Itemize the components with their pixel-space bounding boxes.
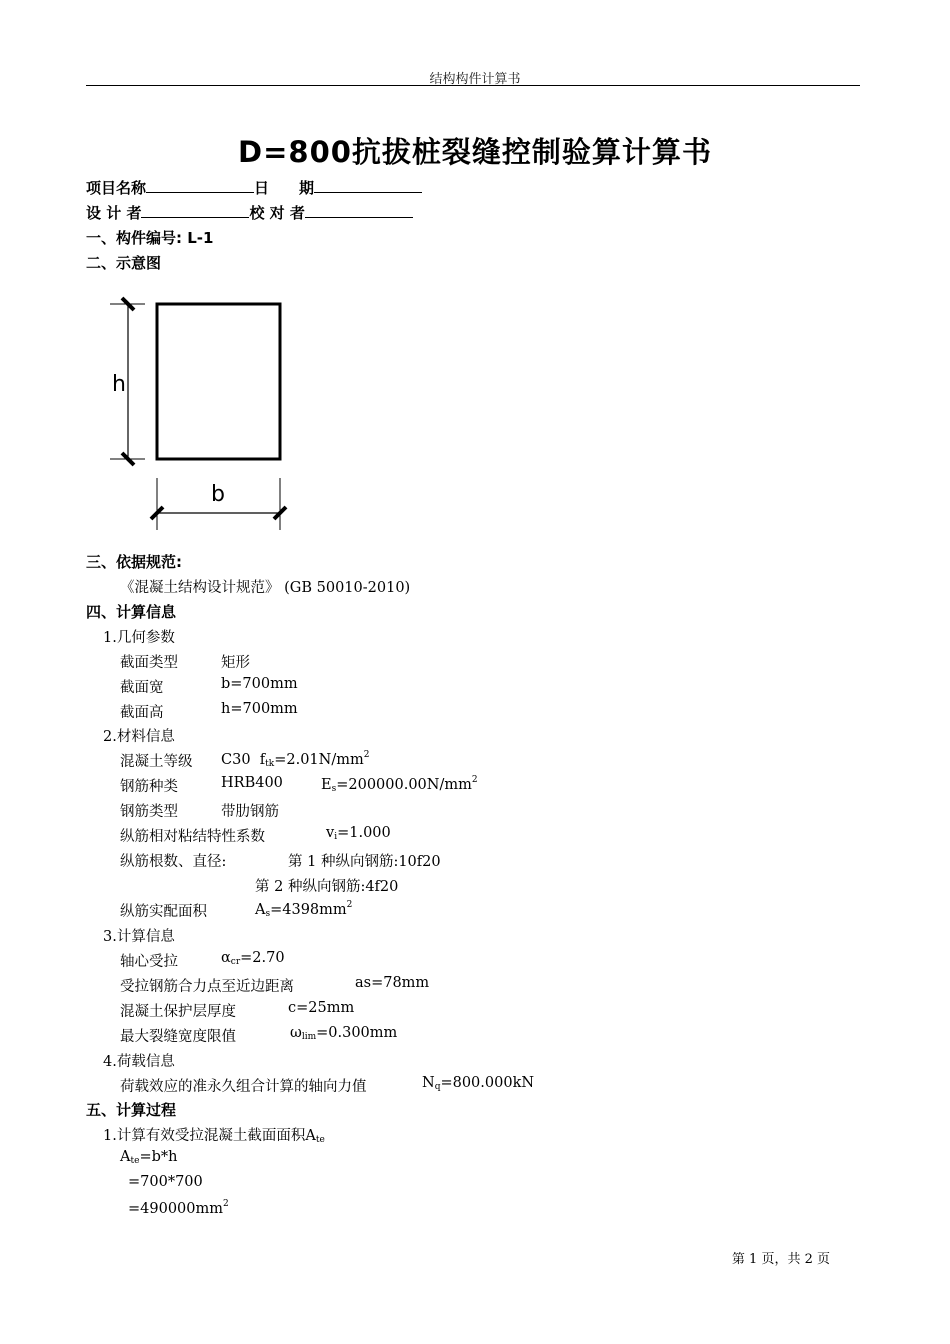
acr-symbol: α [221,950,231,966]
h-label: h [112,372,126,397]
es-value [321,775,478,794]
es-subscript: s [331,784,337,794]
rebar-type-label: 钢筋类型 [120,804,178,820]
section-4-heading: 四、计算信息 [86,603,177,621]
header-rule [86,85,860,86]
bond-symbol: v [326,825,335,841]
ftk-value: =2.01N/mm [274,752,364,768]
section-height-value: h=700mm [221,701,298,717]
section-2-heading: 二、示意图 [86,254,162,272]
ftk-subscript: tk [265,759,275,769]
bond-subscript: i [334,832,338,842]
calc-info-heading: 3.计算信息 [103,929,175,945]
axial-force-value [422,1075,534,1092]
wlim-subscript: lim [301,1032,317,1042]
section-1-heading: 一、构件编号: L-1 [86,229,214,247]
nq-subscript: q [434,1082,441,1092]
ate-formula: =b*h [139,1149,178,1165]
centroid-distance-value: as=78mm [355,975,430,991]
as-number: =4398mm [270,902,347,918]
acr-subscript: cr [230,957,241,967]
rebar-group-2: 第 2 种纵向钢筋:4f20 [255,879,399,895]
wlim-number: =0.300mm [316,1025,398,1041]
as-symbol: A [255,902,266,918]
section-type-label: 截面类型 [120,655,178,671]
b-label: b [211,482,225,507]
section-height-label: 截面高 [120,705,164,721]
cover-value: c=25mm [288,1000,355,1016]
rebar-area-label: 纵筋实配面积 [120,904,207,920]
section-5-heading: 五、计算过程 [86,1101,177,1119]
steel-grade-label: 钢筋种类 [120,779,178,795]
nq-number: =800.000kN [440,1075,535,1091]
rebar-group-1: 第 1 种纵向钢筋:10f20 [288,854,441,870]
crack-limit-label: 最大裂缝宽度限值 [120,1029,236,1045]
design-code: 《混凝土结构设计规范》 (GB 50010-2010) [120,580,411,596]
section-width-label: 截面宽 [120,680,164,696]
rebar-count-label: 纵筋根数、直径: [120,854,227,870]
crack-limit-value [290,1025,397,1042]
ftk-symbol: f [259,752,266,768]
date-field[interactable] [314,178,422,193]
project-field[interactable] [146,178,254,193]
document-title: D=800抗拔桩裂缝控制验算计算书 [238,135,712,169]
equation-line-3 [128,1199,229,1217]
equation-line-2: =700*700 [128,1174,203,1190]
concrete-grade: C30 [221,752,251,768]
equation-line-1 [120,1149,177,1166]
steel-grade-value: HRB400 [221,775,283,791]
ate-subscript: te [130,1156,140,1166]
bond-coefficient-label: 纵筋相对粘结特性系数 [120,829,265,845]
rebar-area-value [255,900,352,919]
acr-number: =2.70 [240,950,285,966]
section-width-value: b=700mm [221,676,298,692]
bond-number: =1.000 [337,825,391,841]
ate-symbol: A [120,1149,131,1165]
centroid-distance-label: 受拉钢筋合力点至近边距离 [120,979,294,995]
axial-tension-label: 轴心受拉 [120,954,178,970]
project-label: 项目名称 [86,179,147,197]
bond-coefficient-value [326,825,391,842]
geometry-heading: 1.几何参数 [103,630,175,646]
designer-field[interactable] [141,203,249,218]
running-header: 结构构件计算书 [429,72,521,87]
as-subscript: s [265,909,271,919]
step-1-symbol: A [305,1128,316,1144]
section-3-heading: 三、依据规范: [86,553,182,571]
section-rectangle [157,304,280,459]
as-superscript: 2 [346,900,353,910]
concrete-grade-value [221,750,369,769]
step-1-subscript: te [315,1135,325,1145]
ate-result-superscript: 2 [223,1199,229,1209]
cover-label: 混凝土保护层厚度 [120,1004,236,1020]
step-1-heading [103,1124,325,1145]
checker-label: 校 对 者 [249,204,305,222]
axial-force-label: 荷载效应的准永久组合计算的轴向力值 [120,1079,367,1095]
section-type-value: 矩形 [221,655,250,671]
date-label: 日 期 [254,179,315,197]
designer-label: 设 计 者 [86,204,142,222]
es-superscript: 2 [471,775,478,785]
es-number: =200000.00N/mm [336,777,472,793]
section-diagram [100,292,300,537]
concrete-grade-label: 混凝土等级 [120,754,193,770]
load-heading: 4.荷载信息 [103,1054,175,1070]
ate-result: =490000mm [128,1201,224,1217]
es-symbol: E [321,777,332,793]
ftk-superscript: 2 [363,750,370,760]
page-number: 第 1 页，共 2 页 [731,1252,830,1267]
rebar-type-value: 带肋钢筋 [221,804,279,820]
step-1-text: 1.计算有效受拉混凝土截面面积 [103,1128,306,1144]
nq-symbol: N [422,1075,435,1091]
designer-row [86,202,413,223]
acr-value [221,950,285,967]
wlim-symbol: ω [290,1025,302,1041]
checker-field[interactable] [305,203,413,218]
project-row [86,177,422,198]
material-heading: 2.材料信息 [103,729,175,745]
